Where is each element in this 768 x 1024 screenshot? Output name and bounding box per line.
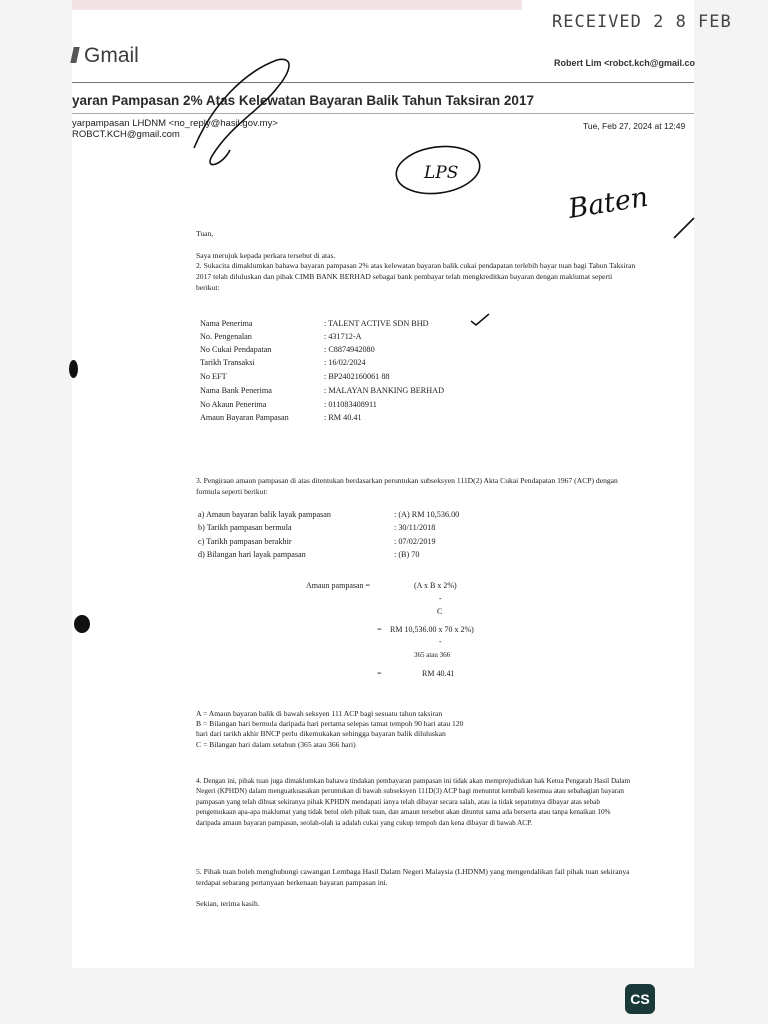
detail-label: No Akaun Penerima: [200, 400, 267, 409]
detail-value: : BP2402160061 88: [324, 372, 390, 381]
email-from: yarpampasan LHDNM <no_reply@hasil.gov.my>: [72, 118, 278, 129]
paragraph-4: 4. Dengan ini, pihak tuan juga dimaklumkan bahawa tindakan pembayaran pampasan ini tidak akan memprejudiskan hak Ketua Pengarah Hasil Dalam Negeri (KPHDN) dalam menguatkuasakan peruntukan di bawah subseksyen 111D(3) ACP bagi menuntut kembali kesemua atau sebahagian bayaran pampasan yang telah dibuat sekiranya pihak KPHDN mendapati ianya telah dibayar secara salah, atau ia tidak sepatutnya dibayar atas sebab pengemukaan apa-apa maklumat yang tidak betul oleh pihak tuan, dan amaun tersebut akan dituntut sama ada berserta atau tanpa kenaikan 10% daripada amaun bayaran pampasan, seolah-olah ia adalah cukai yang cukup tempoh dan kena dibayar di bawah ACP.: [196, 777, 631, 827]
handwritten-marks: [72, 0, 694, 260]
account-name: Robert Lim <robct.kch@gmail.co: [554, 58, 696, 68]
calc-value: : 30/11/2018: [394, 523, 436, 532]
detail-value: : 431712-A: [324, 332, 362, 341]
detail-label: Nama Bank Penerima: [200, 386, 272, 395]
detail-value: : RM 40.41: [324, 413, 362, 422]
paragraph-3: 3. Pengiraan amaun pampasan di atas ditentukan berdasarkan peruntukan subseksyen 111D(2) Akta Cukai Pendapatan 1967 (ACP) dengan formula seperti berikut:: [196, 476, 618, 496]
calc-label: d) Bilangan hari layak pampasan: [198, 550, 306, 559]
detail-label: Tarikh Transaksi: [200, 358, 255, 367]
formula-label: Amaun pampasan =: [306, 581, 371, 590]
pen-loop-stroke: [194, 59, 289, 164]
calc-label: b) Tarikh pampasan bermula: [198, 523, 292, 532]
checkmark-icon: [470, 313, 490, 327]
detail-label: No Cukai Pendapatan: [200, 345, 272, 354]
detail-label: No EFT: [200, 372, 227, 381]
formula-denominator: C: [437, 607, 443, 616]
circled-text: LPS: [424, 163, 459, 183]
signature: Baten: [566, 181, 651, 225]
calc-value: : (B) 70: [394, 550, 420, 559]
detail-value: : C8874942080: [324, 345, 375, 354]
camscanner-watermark: CS: [625, 984, 655, 1014]
legend-line: hari dari tarikh akhir BNCP perlu dikemukakan sehingga bayaran balik diluluskan: [196, 729, 446, 738]
calc-label: a) Amaun bayaran balik layak pampasan: [198, 510, 331, 519]
email-to: ROBCT.KCH@gmail.com: [72, 129, 180, 140]
formula-denominator-2: 365 atau 366: [414, 651, 451, 659]
detail-value: : TALENT ACTIVE SDN BHD: [324, 319, 429, 328]
punch-hole-shadow: [69, 360, 78, 378]
legend-line: A = Amaun bayaran balik di bawah seksyen 111 ACP bagi sesuatu tahun taksiran: [196, 709, 443, 718]
detail-value: : MALAYAN BANKING BERHAD: [324, 386, 445, 395]
detail-label: Amaun Bayaran Pampasan: [200, 413, 289, 422]
paragraph-1: Saya merujuk kepada perkara tersebut di atas.: [196, 251, 336, 260]
formula-equals: =: [377, 625, 382, 634]
signature-tail: [674, 218, 694, 238]
formula-equals-2: =: [377, 669, 382, 678]
detail-label: Nama Penerima: [200, 319, 253, 328]
paragraph-2: 2. Sukacita dimaklumkan bahawa bayaran pampasan 2% atas kelewatan bayaran balik cukai pendapatan terlebih bayar tuan bagi Tahun Taksiran 2017 telah diluluskan dan pihak CIMB BANK BERHAD sebagai bank pembayar telah mengkreditkan bayaran dengan maklumat seperti berikut:: [196, 261, 636, 292]
received-stamp: RECEIVED 2 8 FEB: [552, 12, 732, 32]
calc-label: c) Tarikh pampasan berakhir: [198, 537, 292, 546]
calc-value: : 07/02/2019: [394, 537, 436, 546]
scanned-document: [72, 0, 732, 968]
detail-value: : 011083408911: [324, 400, 377, 409]
formula-result: RM 40.41: [422, 669, 455, 678]
calc-value: : (A) RM 10,536.00: [394, 510, 460, 519]
email-subject: yaran Pampasan 2% Atas Kelewatan Bayaran Balik Tahun Taksiran 2017: [72, 93, 534, 108]
punch-hole-shadow: [74, 615, 90, 633]
legend-line: B = Bilangan hari bermula daripada hari pertama selepas tamat tempoh 90 hari atau 120: [196, 719, 464, 728]
formula-numerator: (A x B x 2%): [414, 581, 457, 590]
email-date: Tue, Feb 27, 2024 at 12:49: [583, 121, 686, 131]
formula-substituted: RM 10,536.00 x 70 x 2%): [390, 625, 474, 634]
formula-dash: -: [439, 594, 442, 603]
legend-line: C = Bilangan hari dalam setahun (365 atau 366 hari): [196, 740, 356, 749]
formula-dash-2: -: [439, 637, 442, 646]
closing: Sekian, terima kasih.: [196, 899, 260, 908]
detail-label: No. Pengenalan: [200, 332, 252, 341]
detail-value: : 16/02/2024: [324, 358, 366, 367]
paragraph-5: 5. Pihak tuan boleh menghubungi cawangan Lembaga Hasil Dalam Negeri Malaysia (LHDNM) yang mengendalikan fail pihak tuan sekiranya terdapat sebarang pertanyaan berkenaan bayaran pampasan ini.: [196, 867, 630, 887]
salutation: Tuan,: [196, 229, 214, 238]
gmail-logo-text: Gmail: [84, 44, 139, 67]
